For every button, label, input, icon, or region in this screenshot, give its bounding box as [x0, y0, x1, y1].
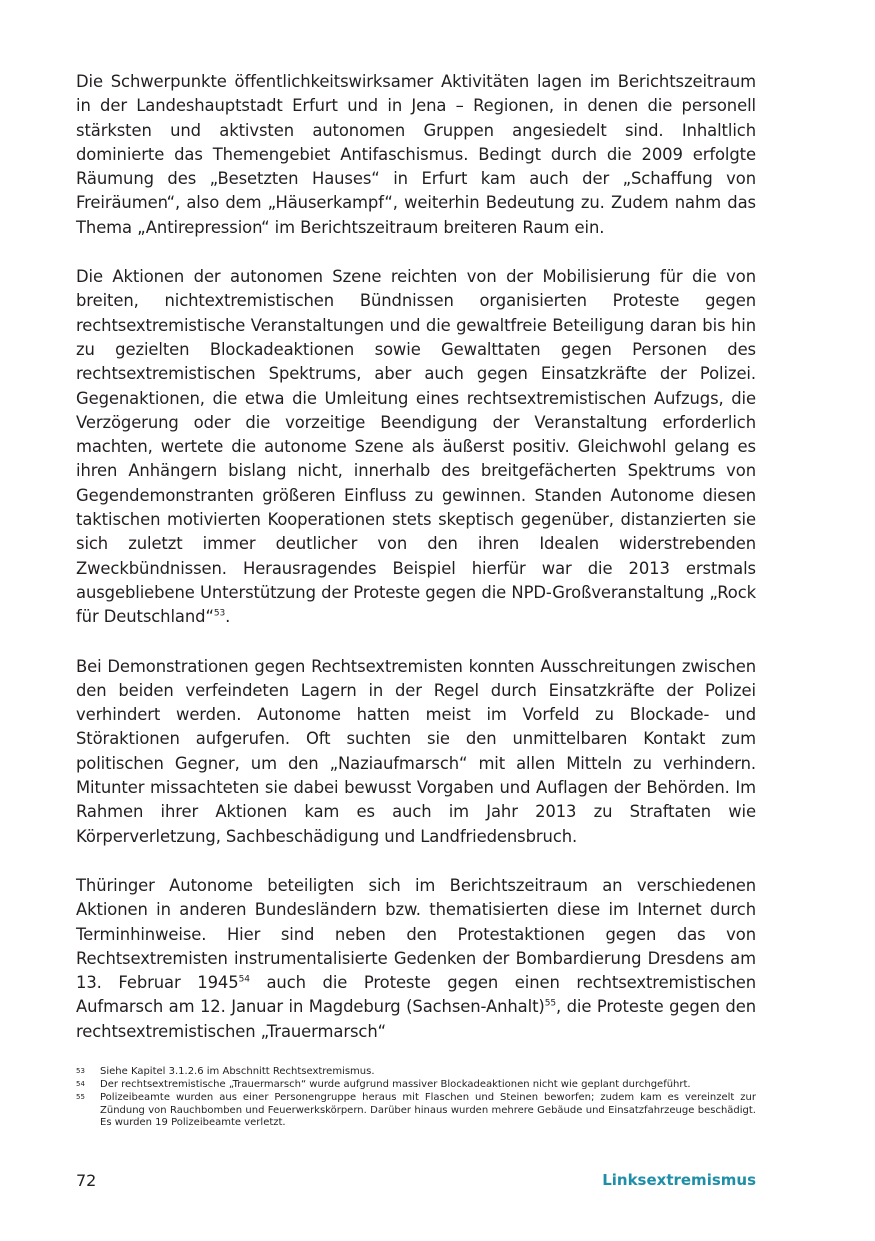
paragraph-text: . — [225, 607, 231, 627]
footnote-text: Der rechtsextremistische „Trauermarsch“ wurde aufgrund massiver Blockadeaktionen nicht wie geplant durchgeführt. — [100, 1079, 691, 1091]
footnote-number: 55 — [76, 1093, 85, 1102]
footnote-55 — [76, 1092, 756, 1129]
footnote-text: Polizeibeamte wurden aus einer Personengruppe heraus mit Flaschen und Steinen beworfen; zudem kam es vereinzelt zur Zündung von Rauchbomben und Feuerwerkskörpern. Darüber hinaus wurden mehrere Gebäude und Einsatzfahrzeuge beschädigt. Es wurden 19 Polizeibeamte verletzt. — [100, 1092, 756, 1128]
paragraph-text: Thüringer Autonome beteiligten sich im Berichtszeitraum an verschiedenen Aktionen in anderen Bundesländern bzw. thematisierten diese im Internet durch Terminhinweise. Hier sind neben den Protestaktionen gegen das von Rechtsextremisten instrumentalisierte Gedenken der Bombardierung Dresdens am 13. Februar 1945 — [76, 875, 756, 993]
page-number: 72 — [76, 1170, 97, 1190]
footnotes — [76, 1066, 756, 1130]
chapter-title: Linksextremismus — [602, 1171, 756, 1189]
footnote-53 — [76, 1066, 756, 1078]
paragraph-text: auch die Proteste gegen einen rechtsextremistischen Aufmarsch am 12. Januar in Magdeburg (Sachsen-Anhalt) — [76, 973, 756, 1017]
footnote-ref-54[interactable]: 54 — [238, 974, 250, 985]
body-text — [76, 70, 756, 1069]
footnote-54 — [76, 1079, 756, 1091]
footnote-text: Siehe Kapitel 3.1.2.6 im Abschnitt Rechtsextremismus. — [100, 1066, 375, 1077]
footnote-ref-55[interactable]: 55 — [544, 998, 556, 1009]
paragraph-text: , die Proteste gegen den rechtsextremistischen „Trauermarsch“ — [76, 997, 757, 1041]
paragraph-text: Die Aktionen der autonomen Szene reichten von der Mobilisierung für die von breiten, nichtextremistischen Bündnissen organisierten Proteste gegen rechtsextremistische Veranstaltungen und die gewaltfreie Beteiligung daran bis hin zu gezielten Blockadeaktionen sowie Gewalttaten gegen Personen des rechtsextremistischen Spektrums, aber auch gegen Einsatzkräfte der Polizei. Gegenaktionen, die etwa die Umleitung eines rechtsextremistischen Aufzugs, die Verzögerung oder die vorzeitige Beendigung der Veranstaltung erforderlich machten, wertete die autonome Szene als äußerst positiv. Gleichwohl gelang es ihren Anhängern bislang nicht, innerhalb des breitgefächerten Spektrums von Gegendemonstranten größeren Einfluss zu gewinnen. Standen Autonome diesen taktischen motivierten Kooperationen stets skeptisch gegenüber, distanzierten sie sich zuletzt immer deutlicher von den ihren Idealen widerstrebenden Zweckbündnissen. Herausragendes Beispiel hierfür war die 2013 erstmals ausgebliebene Unterstützung der Proteste gegen die NPD-Großveranstaltung „Rock für Deutschland“ — [76, 267, 756, 627]
footnote-number: 53 — [76, 1067, 85, 1075]
paragraph-3 — [76, 655, 756, 849]
paragraph-text: Bei Demonstrationen gegen Rechtsextremisten konnten Ausschreitungen zwischen den beiden verfeindeten Lagern in der Regel durch Einsatzkräfte der Polizei verhindert werden. Autonome hatten meist im Vorfeld zu Blockade- und Störaktionen aufgerufen. Oft suchten sie den unmittelbaren Kontakt zum politischen Gegner, um den „Naziaufmarsch“ mit allen Mitteln zu verhindern. Mitunter missachteten sie dabei bewusst Vorgaben und Auflagen der Behörden. Im Rahmen ihrer Aktionen kam es auch im Jahr 2013 zu Straftaten wie Körperverletzung, Sachbeschädigung und Landfriedensbruch. — [76, 656, 756, 846]
footnote-ref-53[interactable]: 53 — [213, 608, 226, 619]
footnote-number: 54 — [76, 1080, 85, 1089]
paragraph-2 — [76, 265, 756, 629]
page-footer — [76, 1168, 756, 1192]
paragraph-1 — [76, 70, 756, 240]
paragraph-text: Die Schwerpunkte öffentlichkeitswirksamer Aktivitäten lagen im Berichtszeitraum in der Landeshauptstadt Erfurt und in Jena – Regionen, in denen die personell stärksten und aktivsten autonomen Gruppen angesiedelt sind. Inhaltlich dominierte das Themengebiet Antifaschismus. Bedingt durch die 2009 erfolgte Räumung des „Besetzten Hauses“ in Erfurt kam auch der „Schaffung von Freiräumen“, also dem „Häuserkampf“, weiterhin Bedeutung zu. Zudem nahm das Thema „Antirepression“ im Berichtszeitraum breiteren Raum ein. — [76, 72, 756, 237]
paragraph-4 — [76, 874, 756, 1044]
